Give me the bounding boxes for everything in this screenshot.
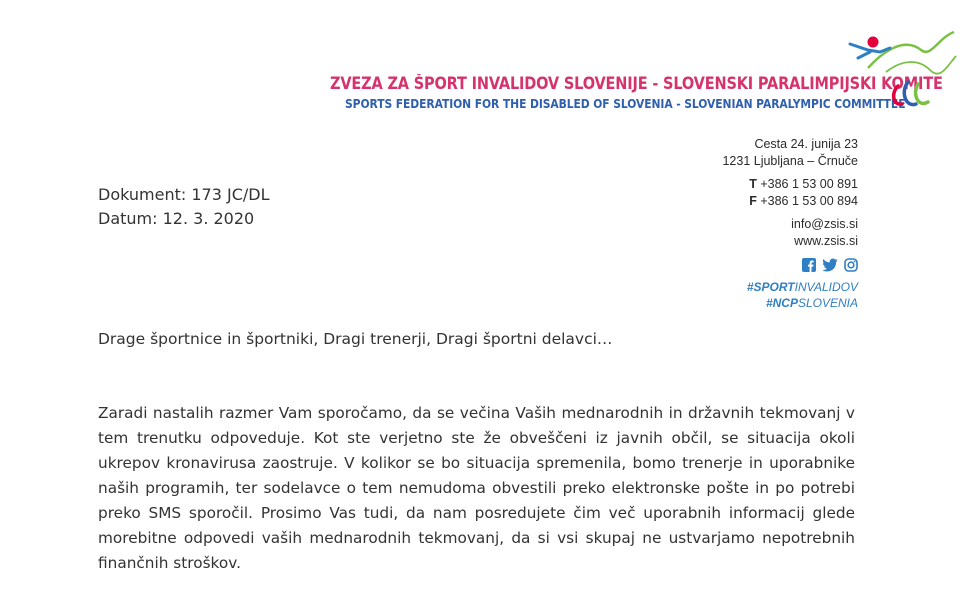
document-date: Datum: 12. 3. 2020 (98, 209, 255, 228)
org-name-english: SPORTS FEDERATION FOR THE DISABLED OF SLOVENIA - SLOVENIAN PARALYMPIC COMMITTEE (345, 96, 906, 111)
fax-line (722, 193, 858, 210)
document-meta (98, 183, 269, 231)
instagram-icon[interactable] (844, 258, 858, 272)
phone-prefix: T (749, 177, 757, 191)
facebook-icon[interactable] (802, 258, 816, 272)
address-street: Cesta 24. junija 23 (754, 137, 858, 151)
letterhead (0, 0, 963, 120)
hashtag-ncp-slovenia[interactable]: #NCPSLOVENIA (765, 296, 858, 310)
fax-prefix: F (749, 194, 757, 208)
contact-block (722, 136, 858, 311)
phone-number: +386 1 53 00 891 (760, 177, 858, 191)
hashtag-sport-invalidov[interactable]: #SPORTINVALIDOV (746, 280, 858, 294)
email-link[interactable]: info@zsis.si (791, 217, 858, 231)
fax-number: +386 1 53 00 894 (760, 194, 858, 208)
web-link[interactable]: www.zsis.si (794, 234, 858, 248)
paralympic-agitos-icon (846, 28, 958, 112)
phone-line (722, 176, 858, 193)
twitter-icon[interactable] (822, 258, 838, 272)
address-city: 1231 Ljubljana – Črnuče (722, 154, 858, 168)
org-name-slovenian: ZVEZA ZA ŠPORT INVALIDOV SLOVENIJE - SLOVENSKI PARALIMPIJSKI KOMITE (330, 74, 943, 93)
document-number: Dokument: 173 JC/DL (98, 185, 270, 204)
body-paragraph: Zaradi nastalih razmer Vam sporočamo, da se večina Vaših mednarodnih in državnih tekmovanj v tem trenutku odpoveduje. Kot ste verjetno ste že obveščeni iz javnih občil, se situacija okoli ukrepov kronavirusa zaostruje. V kolikor se bo situacija spremenila, bomo trenerje in uporabnike naših programih, ter sodelavce o tem nemudoma obvestili preko elektronske pošte in po potrebi preko SMS sporočil. Prosimo Vas tudi, da nam posredujete čim več uporabnih informacij glede morebitne odpovedi vaših mednarodnih tekmovanj, da si vsi skupaj ne ustvarjamo nepotrebnih finančnih stroškov. (98, 404, 855, 572)
greeting: Drage športnice in športniki, Dragi trenerji, Dragi športni delavci… (98, 330, 613, 348)
social-icons (722, 257, 858, 273)
